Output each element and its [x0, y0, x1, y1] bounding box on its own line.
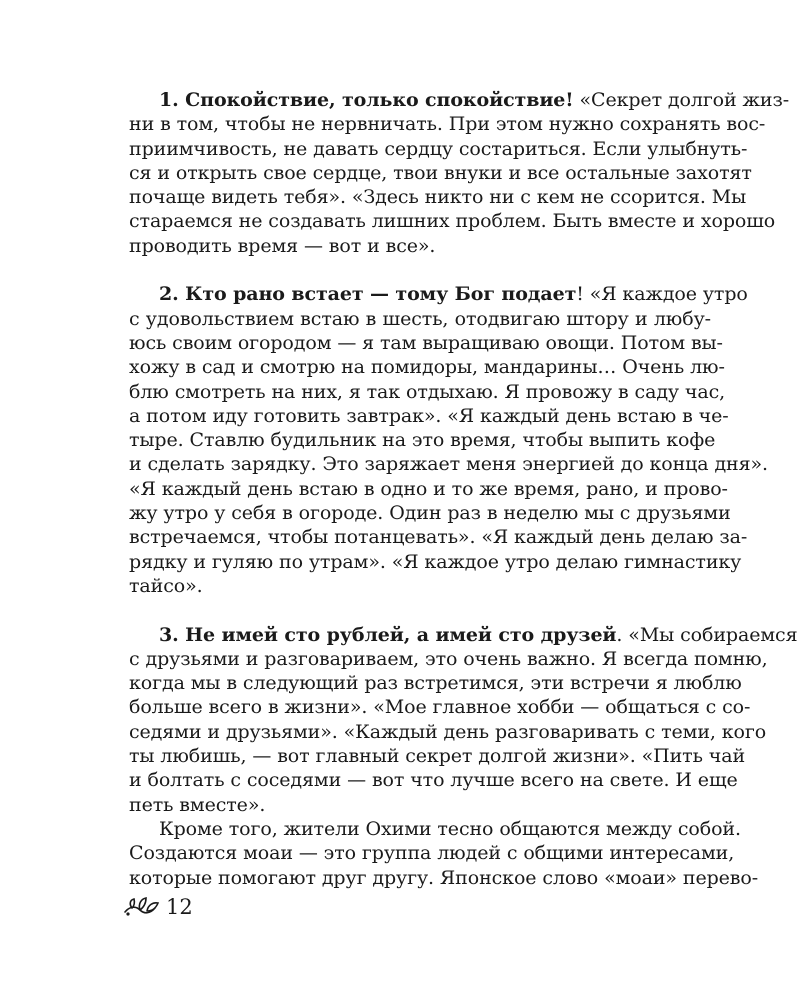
page-footer — [122, 890, 193, 924]
floral-ornament-icon — [122, 892, 162, 922]
text-line: петь вместе». — [129, 793, 266, 816]
paragraph-heading: 3. Не имей сто рублей, а имей сто друзей — [159, 623, 617, 646]
text-line: рядку и гуляю по утрам». «Я каждое утро делаю гимнастику — [129, 550, 742, 573]
text-line: тайсо». — [129, 574, 203, 597]
paragraph-3 — [129, 623, 798, 817]
text-line: ся и открыть свое сердце, твои внуки и все остальные захотят — [129, 161, 752, 184]
text-line: 3. Не имей сто рублей, а имей сто друзей. «Мы собираемся — [159, 623, 798, 646]
paragraph-4 — [129, 817, 759, 890]
text-line: тыре. Ставлю будильник на это время, чтобы выпить кофе — [129, 429, 716, 452]
paragraph-1 — [129, 88, 790, 258]
paragraph-heading: 1. Спокойствие, только спокойствие! — [159, 89, 574, 111]
text-line: седями и друзьями». «Каждый день разговаривать с теми, кого — [129, 720, 767, 743]
text-line: жу утро у себя в огороде. Один раз в неделю мы с друзьями — [129, 502, 731, 525]
text-line: больше всего в жизни». «Мое главное хобби — общаться с со- — [129, 696, 751, 719]
page-body — [129, 88, 798, 890]
text-line: и болтать с соседями — вот что лучше всего на свете. И еще — [129, 769, 738, 792]
text-line: когда мы в следующий раз встретимся, эти встречи я люблю — [129, 672, 742, 695]
text-line: ни в том, чтобы не нервничать. При этом нужно сохранять вос- — [129, 113, 766, 136]
text-line: а потом иду готовить завтрак». «Я каждый день встаю в че- — [129, 404, 729, 427]
text-line: стараемся не создавать лишних проблем. Быть вместе и хорошо — [129, 210, 776, 233]
page-number: 12 — [166, 895, 193, 919]
text-line: почаще видеть тебя». «Здесь никто ни с кем не ссорится. Мы — [129, 186, 747, 209]
text-line: Создаются моаи — это группа людей с общими интересами, — [129, 842, 735, 865]
text-line: 2. Кто рано встает — тому Бог подает! «Я каждое утро — [159, 283, 748, 306]
text-line: и сделать зарядку. Это заряжает меня энергией до конца дня». — [129, 453, 768, 476]
text-line: встречаемся, чтобы потанцевать». «Я каждый день делаю за- — [129, 526, 748, 549]
paragraph-heading: 2. Кто рано встает — тому Бог подает — [159, 283, 577, 306]
text-line: 1. Спокойствие, только спокойствие! «Секрет долгой жиз- — [159, 89, 790, 111]
text-line: Кроме того, жители Охими тесно общаются между собой. — [159, 817, 741, 840]
text-line: юсь своим огородом — я там выращиваю овощи. Потом вы- — [129, 331, 723, 354]
text-line: приимчивость, не давать сердцу состариться. Если улыбнуть- — [129, 137, 748, 160]
text-line: с удовольствием встаю в шесть, отодвигаю штору и любу- — [129, 307, 711, 330]
text-line: блю смотреть на них, я так отдыхаю. Я провожу в саду час, — [129, 380, 726, 403]
text-line: с друзьями и разговариваем, это очень важно. Я всегда помню, — [129, 647, 768, 670]
paragraph-2 — [129, 282, 768, 598]
paragraph-spacer — [129, 258, 711, 282]
text-line: проводить время — вот и все». — [129, 234, 436, 257]
paragraph-spacer — [129, 598, 711, 622]
text-line: которые помогают друг другу. Японское слово «моаи» перево- — [129, 866, 759, 889]
text-line: хожу в сад и смотрю на помидоры, мандарины… Очень лю- — [129, 356, 725, 379]
text-line: «Я каждый день встаю в одно и то же время, рано, и прово- — [129, 477, 728, 500]
text-line: ты любишь, — вот главный секрет долгой жизни». «Пить чай — [129, 745, 746, 768]
